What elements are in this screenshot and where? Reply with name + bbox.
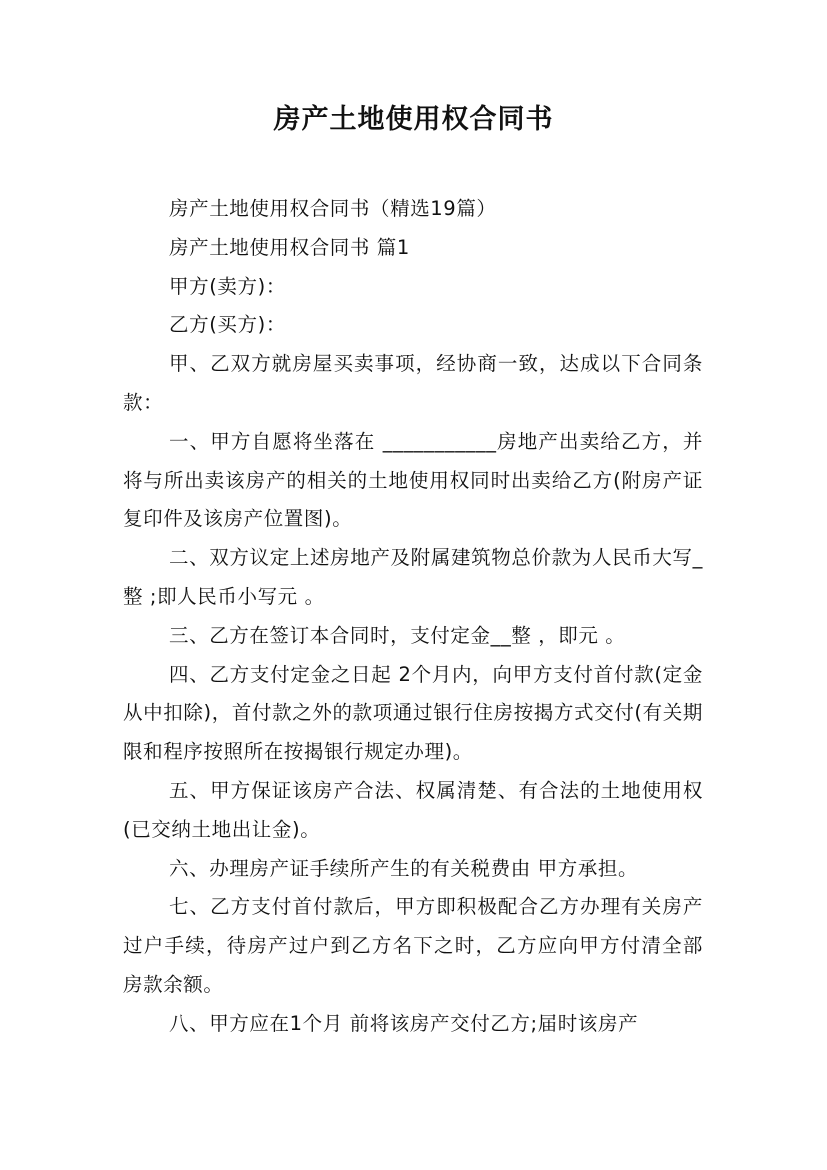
intro-paragraph: 甲、乙双方就房屋买卖事项，经协商一致，达成以下合同条款：: [123, 352, 703, 414]
document-title: 房产土地使用权合同书: [273, 104, 554, 135]
clause-2: 二、双方议定上述房地产及附属建筑物总价款为人民币大写_整 ;即人民币小写元 。: [123, 546, 703, 608]
clause-5: 五、甲方保证该房产合法、权属清楚、有合法的土地使用权(已交纳土地出让金)。: [123, 778, 703, 841]
party-b-line: 乙方(买方)：: [169, 313, 286, 337]
clause-8: 八、甲方应在1个月 前将该房产交付乙方;届时该房产: [169, 1011, 639, 1035]
section-heading: 房产土地使用权合同书 篇1: [169, 235, 410, 259]
document-body: [123, 190, 703, 1044]
clause-7: 七、乙方支付首付款后，甲方即积极配合乙方办理有关房产过户手续，待房产过户到乙方名下之时，乙方应向甲方付清全部房款余额。: [123, 895, 703, 996]
doc-subtitle: 房产土地使用权合同书（精选19篇）: [169, 197, 497, 220]
party-a-line: 甲方(卖方)：: [169, 274, 286, 298]
clause-6: 六、办理房产证手续所产生的有关税费由 甲方承担。: [169, 856, 639, 880]
clause-4: 四、乙方支付定金之日起 2个月内，向甲方支付首付款(定金从中扣除)，首付款之外的款项通过银行住房按揭方式交付(有关期限和程序按照所在按揭银行规定办理)。: [123, 662, 703, 764]
clause-3: 三、乙方在签订本合同时，支付定金__整 ，即元 。: [169, 623, 626, 647]
clause-1: 一、甲方自愿将坐落在 ___________房地产出卖给乙方，并将与所出卖该房产的相关的土地使用权同时出卖给乙方(附房产证复印件及该房产位置图)。: [123, 429, 703, 531]
